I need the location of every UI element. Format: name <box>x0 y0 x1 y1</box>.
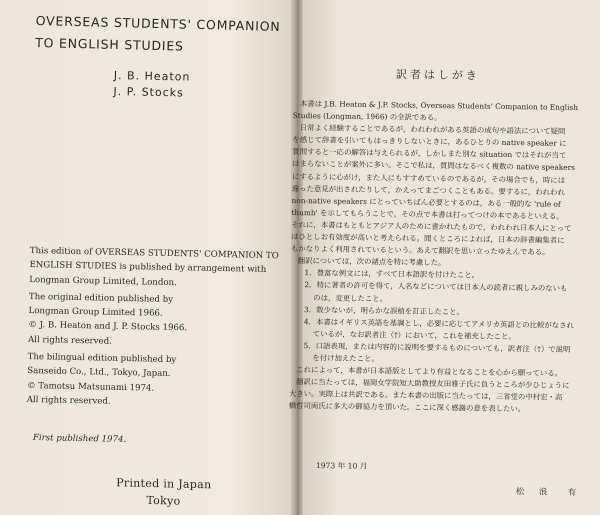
preface-line: 本書は J.B. Heaton & J.P. Stocks, Overseas Students' Companion to English <box>299 99 579 112</box>
printed-in <box>103 474 224 511</box>
book-title <box>35 10 286 60</box>
copyright-line: All rights reserved. <box>27 334 112 347</box>
copyright-line: All rights reserved. <box>26 394 111 407</box>
translator-name: 松 浪 有 <box>515 485 583 497</box>
preface-line: 翻訳については，次の諸点を特に考慮した。 <box>297 256 446 268</box>
copyright-notice <box>27 244 282 416</box>
preface-line: 2．特に著者の許可を得て，人名などについては日本人の読者に親しみのないも <box>304 280 568 294</box>
preface-line: 違った意見が出されたりして，かえってまごつくこともある。要するに，われわれ <box>291 183 565 197</box>
author-name: J. B. Heaton <box>113 68 191 84</box>
copyright-line: Longman Group Limited 1966. <box>28 306 163 319</box>
preface-line: を付け加えたこと。 <box>312 353 379 364</box>
edition-note <box>29 244 282 292</box>
preface-line: thumb' を示してもらうことで，その点で本書は打ってつけの本であるといえる。 <box>291 207 564 221</box>
preface-line: もかなりよく利用されているという。あえて翻訳を思い立ったゆえんである。 <box>290 244 550 257</box>
preface-line: 5．口語表現，または内容的に説明を要するものについても，訳者注（†）で説明 <box>303 341 571 354</box>
book-title-line: TO ENGLISH STUDIES <box>35 34 184 54</box>
preface-line: 4．本書はイギリス英語を基調とし，必要に応じてアメリカ英語との比較がなされ <box>303 316 575 330</box>
preface-line: のは，変更したこと。 <box>313 292 388 303</box>
preface-line: にするように心がけ，また人にもすすめているのであるが，その場合でも，時には <box>291 171 566 185</box>
copyright-line: Sanseido Co., Ltd., Tokyo, Japan. <box>27 366 171 380</box>
book-title-line: OVERSEAS STUDENTS' COMPANION <box>35 12 281 34</box>
printed-line: Tokyo <box>146 493 181 508</box>
copyright-line: © Tamotsu Matsunami 1974. <box>26 380 155 394</box>
copyright-line: © J. B. Heaton and J. P. Stocks 1966. <box>28 320 188 334</box>
authors <box>113 68 190 102</box>
copyright-line: This edition of OVERSEAS STUDENTS' COMPANION TO <box>29 245 279 262</box>
preface-line: はまらないことが案外に多い。そこで私は，質問はなるべく複数の native speakers <box>292 159 576 173</box>
preface-line: 翻訳に当たっては，福岡女学院短大助教授友田雅子氏に負うところが少ひじょうに <box>295 377 570 391</box>
original-edition-note <box>28 290 281 352</box>
preface-line: を感じて辞書を引いてもはっきりしないときに，あるひとりの native speaker に <box>292 135 567 149</box>
author-name: J. P. Stocks <box>113 84 184 100</box>
first-published: First published 1974. <box>32 433 127 445</box>
preface-line: 1．豊富な例文には，すべて日本語訳を付けたこと。 <box>304 268 480 280</box>
preface-date: 1973 年 10 月 <box>315 460 368 471</box>
preface-line: 橋哲司両氏に多大の御協力を頂いた。ここに深く感謝の意を表したい。 <box>288 401 526 414</box>
copyright-line: ENGLISH STUDIES is published by arrangement with <box>29 260 267 276</box>
preface-line: 大きい。実際上は共訳である。また本書の出版に当たっては，三省堂の中村宏・高 <box>288 389 563 403</box>
preface-title: 訳者はしがき <box>395 67 480 83</box>
preface-line: Studies (Longman, 1966) の全訳である。 <box>292 111 442 123</box>
preface-line: ているが，なお訳者注（†）において，これを補充したこと。 <box>312 329 516 341</box>
copyright-line: The original edition published by <box>28 291 174 305</box>
preface-line: 日常よく経験することであるが，われわれがある英語の成句や語法について疑問 <box>299 123 566 136</box>
bilingual-edition-note <box>27 350 280 412</box>
preface-line: non-native speakers にとっていちばん必要とするのは，ある一般的な 'rule of <box>291 195 561 209</box>
preface-line: それに，本書はもともとアジア人のために書かれたもので，われわれ日本人にとって <box>291 219 572 233</box>
preface-line: はひとしお有効度が高いと考えられる。聞くところによれば，日本の辞書編集者に <box>291 232 565 245</box>
preface-line: 3．数少ないが，明らかな誤植を訂正したこと。 <box>303 304 465 317</box>
copyright-line: Longman Group Limited, London. <box>29 274 177 288</box>
copyright-line: The bilingual edition published by <box>27 352 177 366</box>
translator-preface <box>289 98 590 417</box>
printed-line: Printed in Japan <box>116 476 212 492</box>
preface-line: 質問すると一応の解答は与えられるが，しかしまた別な situation ではそれが当て <box>292 147 567 161</box>
preface-line: これによって，本書が日本語版としてより有益となることを心から願っている。 <box>296 365 563 378</box>
